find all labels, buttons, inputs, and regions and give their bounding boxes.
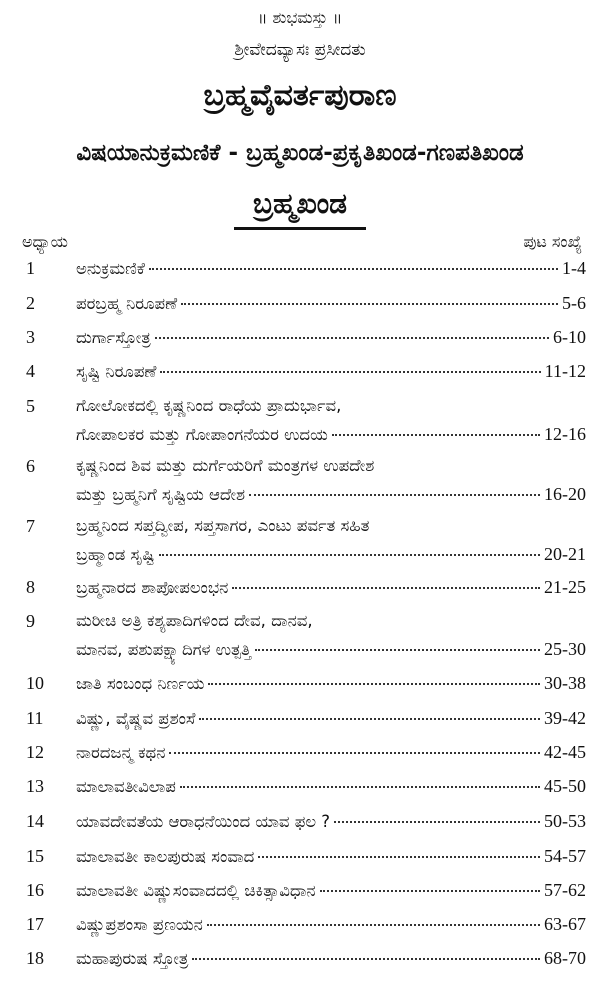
entry-title-line1: ಬ್ರಹ್ಮನಿಂದ ಸಪ್ತದ್ವೀಪ, ಸಪ್ತಸಾಗರ, ಎಂಟು ಪರ್ವತ ಸಹಿತ: [76, 516, 370, 535]
dot-leader: [159, 554, 540, 556]
entry-pages: 54-57: [544, 846, 586, 866]
entry-number: 11: [26, 708, 44, 728]
dot-leader: [320, 890, 540, 892]
entry-number: 14: [26, 811, 44, 831]
entry-pages: 12-16: [544, 424, 586, 444]
entry-pages: 11-12: [544, 361, 586, 381]
dot-leader: [258, 856, 540, 858]
dot-leader: [155, 337, 549, 339]
entry-pages: 6-10: [553, 327, 586, 347]
entry-title: ಸೃಷ್ಟಿ ನಿರೂಪಣೆ: [76, 362, 157, 381]
entry-title-line1: ಮರೀಚಿ ಅತ್ರಿ ಕಶ್ಯಪಾದಿಗಳಿಂದ ದೇವ, ದಾನವ,: [76, 611, 313, 630]
entry-title: ಬ್ರಹ್ಮನಾರದ ಶಾಪೋಪಲಂಭನ: [76, 578, 229, 597]
invocation-subline: ಶ್ರೀವೇದವ್ಯಾಸಃ ಪ್ರಸೀದತು: [234, 40, 366, 60]
entry-line: [76, 708, 586, 729]
dot-leader: [334, 821, 540, 823]
entry-number: 16: [26, 880, 44, 900]
dot-leader: [332, 434, 540, 436]
entry-title: ಮಾಲಾವತೀವಿಲಾಪ: [76, 777, 176, 796]
entry-line: [76, 361, 586, 382]
dot-leader: [249, 494, 540, 496]
entry-title-line1: ಗೋಲೋಕದಲ್ಲಿ ಕೃಷ್ಣನಿಂದ ರಾಧೆಯ ಪ್ರಾದುರ್ಭಾವ,: [76, 396, 342, 415]
dot-leader: [232, 587, 540, 589]
dot-leader: [149, 268, 558, 270]
entry-number: 4: [26, 361, 35, 381]
entry-number: 15: [26, 846, 44, 866]
entry-pages: 20-21: [544, 544, 586, 564]
page-column-header: ಪುಟ ಸಂಖ್ಯೆ: [523, 232, 582, 251]
section-title: [234, 184, 366, 224]
dot-leader: [160, 371, 540, 373]
entry-title: ವಿಷ್ಣು, ವೈಷ್ಣವ ಪ್ರಶಂಸೆ: [76, 709, 196, 728]
entry-number: 7: [26, 516, 35, 536]
chapter-column-header: ಅಧ್ಯಾಯ: [22, 232, 68, 251]
entry-title: ಮಾಲಾವತೀ ಕಾಲಪುರುಷ ಸಂವಾದ: [76, 847, 255, 866]
entry-number: 3: [26, 327, 35, 347]
dot-leader: [180, 786, 540, 788]
book-title: ಬ್ರಹ್ಮವೈವರ್ತಪುರಾಣ: [203, 78, 397, 113]
entry-pages: 21-25: [544, 577, 586, 597]
dot-leader: [255, 649, 540, 651]
entry-line: [76, 639, 586, 660]
entry-pages: 42-45: [544, 742, 586, 762]
entry-number: 18: [26, 948, 44, 968]
entry-number: 2: [26, 293, 35, 313]
entry-line: [76, 673, 586, 694]
dot-leader: [169, 752, 540, 754]
entry-line: [76, 544, 586, 565]
invocation-line: ॥ ಶುಭಮಸ್ತು ॥: [257, 8, 343, 27]
entry-line: [76, 880, 586, 901]
entry-number: 10: [26, 673, 44, 693]
entry-title: ಮಾಲಾವತೀ ವಿಷ್ಣುಸಂವಾದದಲ್ಲಿ ಚಿಕಿತ್ಸಾವಿಧಾನ: [76, 881, 316, 900]
entry-pages: 63-67: [544, 914, 586, 934]
entry-pages: 30-38: [544, 673, 586, 693]
entry-line: [76, 776, 586, 797]
entry-line: [76, 742, 586, 763]
entry-title-line1: ಕೃಷ್ಣನಿಂದ ಶಿವ ಮತ್ತು ದುರ್ಗೆಯರಿಗೆ ಮಂತ್ರಗಳ ಉಪದೇಶ: [76, 456, 375, 475]
entry-line: [76, 948, 586, 969]
entry-pages: 50-53: [544, 811, 586, 831]
entry-line: [76, 577, 586, 598]
entry-title: ಯಾವದೇವತೆಯ ಆರಾಧನೆಯಿಂದ ಯಾವ ಫಲ ?: [76, 812, 331, 831]
entry-line: [76, 327, 586, 348]
dot-leader: [181, 303, 558, 305]
entry-line: [76, 811, 586, 832]
entry-line: [76, 484, 586, 505]
entry-title: ನಾರದಜನ್ಮ ಕಥನ: [76, 743, 166, 762]
entry-title: ಮಹಾಪುರುಷ ಸ್ತೋತ್ರ: [76, 949, 189, 968]
entry-pages: 57-62: [544, 880, 586, 900]
entry-title: ಜಾತಿ ಸಂಬಂಧ ನಿರ್ಣಯ: [76, 674, 205, 693]
entry-line: [76, 258, 586, 279]
entry-pages: 39-42: [544, 708, 586, 728]
entry-title: ಮಾನವ, ಪಶುಪಕ್ಷ್ಯಾದಿಗಳ ಉತ್ಪತ್ತಿ: [76, 640, 252, 659]
section-title-text: ಬ್ರಹ್ಮಖಂಡ: [252, 187, 348, 220]
entry-title: ಗೋಪಾಲಕರ ಮತ್ತು ಗೋಪಾಂಗನೆಯರ ಉದಯ: [76, 425, 328, 444]
entry-title: ವಿಷ್ಣುಪ್ರಶಂಸಾ ಪ್ರಣಯನ: [76, 915, 203, 934]
entry-number: 5: [26, 396, 35, 416]
dot-leader: [207, 924, 540, 926]
contents-subtitle: ವಿಷಯಾನುಕ್ರಮಣಿಕೆ - ಬ್ರಹ್ಮಖಂಡ-ಪ್ರಕೃತಿಖಂಡ-ಗಣಪತಿಖಂಡ: [76, 140, 524, 166]
entry-pages: 45-50: [544, 776, 586, 796]
entry-title: ಅನುಕ್ರಮಣಿಕೆ: [76, 259, 145, 278]
entry-pages: 68-70: [544, 948, 586, 968]
entry-line: [76, 424, 586, 445]
entry-number: 9: [26, 611, 35, 631]
entry-number: 13: [26, 776, 44, 796]
entry-number: 17: [26, 914, 44, 934]
entry-pages: 16-20: [544, 484, 586, 504]
entry-pages: 1-4: [562, 258, 586, 278]
entry-number: 8: [26, 577, 35, 597]
entry-title: ಮತ್ತು ಬ್ರಹ್ಮನಿಗೆ ಸೃಷ್ಟಿಯ ಆದೇಶ: [76, 485, 245, 504]
entry-line: [76, 914, 586, 935]
dot-leader: [199, 718, 540, 720]
dot-leader: [208, 683, 540, 685]
entry-line: [76, 293, 586, 314]
entry-title: ದುರ್ಗಾಸ್ತೋತ್ರ: [76, 328, 151, 347]
entry-number: 12: [26, 742, 44, 762]
entry-number: 1: [26, 258, 35, 278]
section-title-underline: [234, 227, 366, 230]
entry-line: [76, 846, 586, 867]
entry-pages: 25-30: [544, 639, 586, 659]
entry-title: ಪರಬ್ರಹ್ಮ ನಿರೂಪಣೆ: [76, 294, 178, 313]
entry-pages: 5-6: [562, 293, 586, 313]
entry-title: ಬ್ರಹ್ಮಾಂಡ ಸೃಷ್ಟಿ: [76, 545, 155, 564]
dot-leader: [192, 958, 540, 960]
entry-number: 6: [26, 456, 35, 476]
